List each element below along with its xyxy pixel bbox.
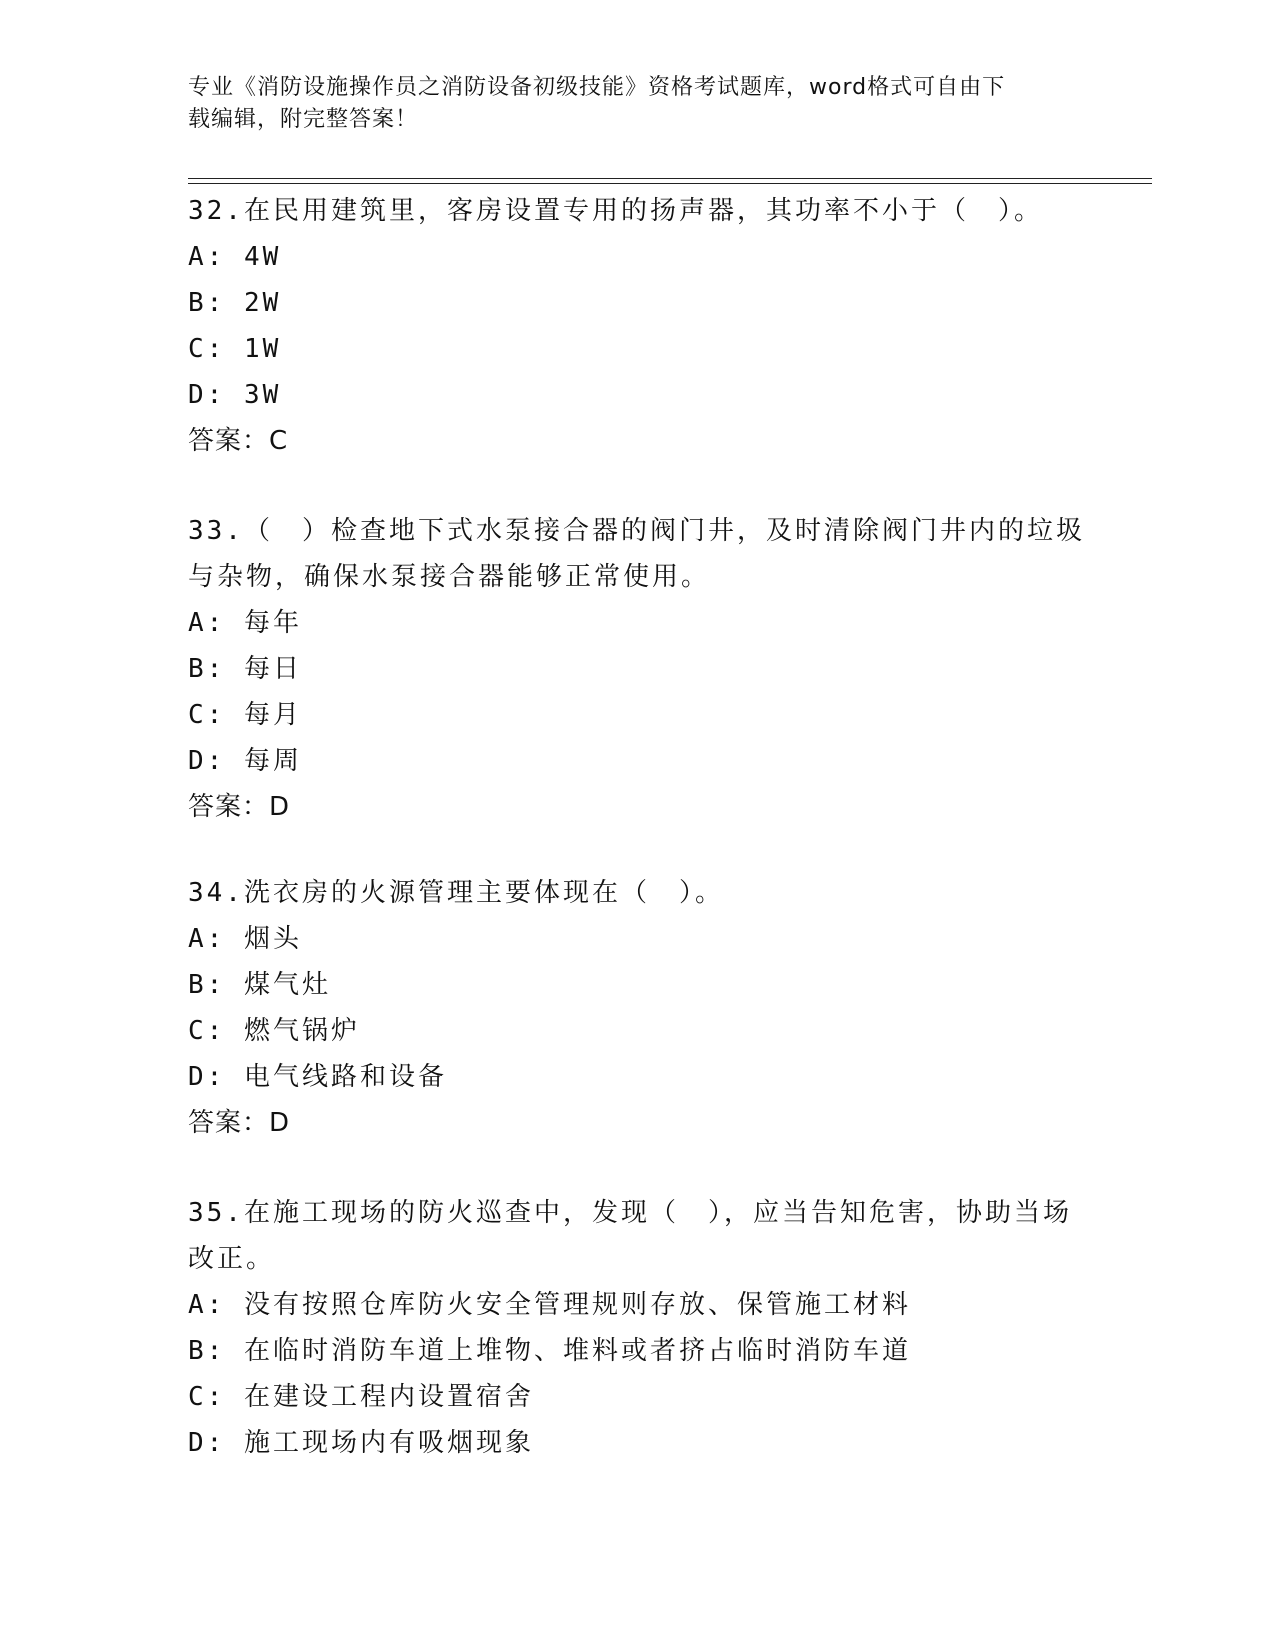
option-c: C: 每月 [188,700,302,730]
option-d: D: 施工现场内有吸烟现象 [188,1428,534,1458]
option-b: B: 每日 [188,654,302,684]
option-a: A: 烟头 [188,924,302,954]
question-stem: 33.（ ）检查地下式水泵接合器的阀门井，及时清除阀门井内的垃圾 [188,516,1085,546]
option-c: C: 燃气锅炉 [188,1016,360,1046]
question-35 [188,1190,1088,1466]
question-stem-continued: 与杂物，确保水泵接合器能够正常使用。 [188,562,711,592]
option-c: C: 在建设工程内设置宿舍 [188,1382,534,1412]
header-divider-top [188,178,1152,179]
answer: 答案：D [188,1108,291,1138]
option-b: B: 2W [188,288,282,318]
option-a: A: 每年 [188,608,302,638]
answer: 答案：C [188,426,289,456]
question-stem: 35.在施工现场的防火巡查中，发现（ ），应当告知危害，协助当场 [188,1198,1072,1228]
header-divider-bottom [188,183,1152,184]
question-34 [188,870,1088,1146]
question-32 [188,188,1088,464]
option-d: D: 3W [188,380,282,410]
option-a: A: 没有按照仓库防火安全管理规则存放、保管施工材料 [188,1290,911,1320]
option-b: B: 煤气灶 [188,970,331,1000]
question-stem: 34.洗衣房的火源管理主要体现在（ ）。 [188,878,724,908]
option-d: D: 每周 [188,746,302,776]
header-line-1: 专业《消防设施操作员之消防设备初级技能》资格考试题库，word格式可自由下 [188,75,1006,100]
option-a: A: 4W [188,242,282,272]
document-header [188,72,1068,136]
question-stem: 32.在民用建筑里，客房设置专用的扬声器，其功率不小于（ ）。 [188,196,1043,226]
answer: 答案：D [188,792,291,822]
option-b: B: 在临时消防车道上堆物、堆料或者挤占临时消防车道 [188,1336,911,1366]
header-line-2: 载编辑，附完整答案！ [188,107,419,132]
option-d: D: 电气线路和设备 [188,1062,447,1092]
option-c: C: 1W [188,334,282,364]
question-33 [188,508,1088,830]
question-stem-continued: 改正。 [188,1244,276,1274]
